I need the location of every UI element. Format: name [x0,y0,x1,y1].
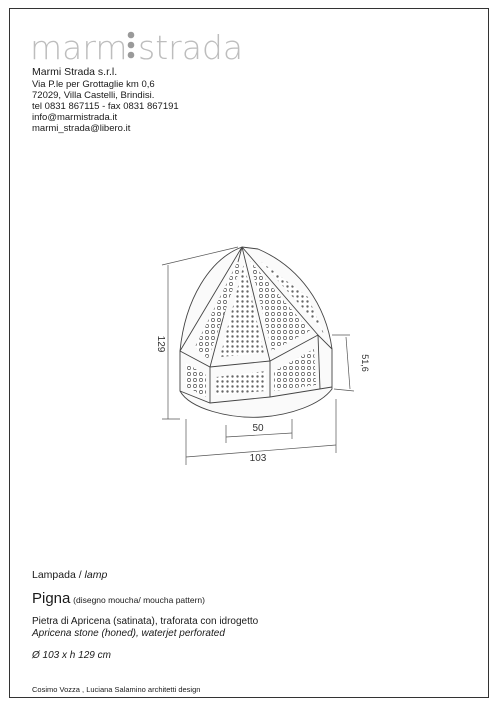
dimension-side: 51,6 [360,354,370,372]
company-email-alt: marmi_strada@libero.it [32,123,131,134]
logo-text-right: strada [138,28,244,67]
logo-text-left: marm [30,28,128,67]
company-address-line1: Via P.le per Grottaglie km 0,6 [32,79,155,90]
product-type-en: lamp [84,569,108,581]
marmistrada-logo [30,23,270,69]
product-subtitle: (disegno moucha/ moucha pattern) [73,595,205,605]
material-italian: Pietra di Apricena (satinata), traforata con idrogetto [32,616,259,627]
product-caption [32,569,258,661]
product-material [32,616,258,640]
design-credits: Cosimo Vozza , Luciana Salamino architetti design [32,685,201,694]
company-info [32,67,179,134]
product-type [32,569,258,581]
company-name: Marmi Strada s.r.l. [32,66,118,78]
dimension-total-width: 103 [249,453,267,464]
material-english: Apricena stone (honed), waterjet perforated [32,628,225,639]
logo-dots-icon [128,32,135,59]
product-type-it: Lampada / [32,569,85,581]
product-name: Pigna [32,590,71,607]
product-title-line [32,590,258,607]
company-email-info: info@marmistrada.it [32,112,118,123]
dimension-height: 129 [155,335,166,353]
product-dimensions: Ø 103 x h 129 cm [32,650,111,661]
dimension-inner-width: 50 [252,423,264,434]
company-phone: tel 0831 867115 - fax 0831 867191 [32,101,179,112]
company-address-line2: 72029, Villa Castelli, Brindisi. [32,90,155,101]
lamp-drawing [150,239,380,479]
spec-sheet [9,8,489,698]
